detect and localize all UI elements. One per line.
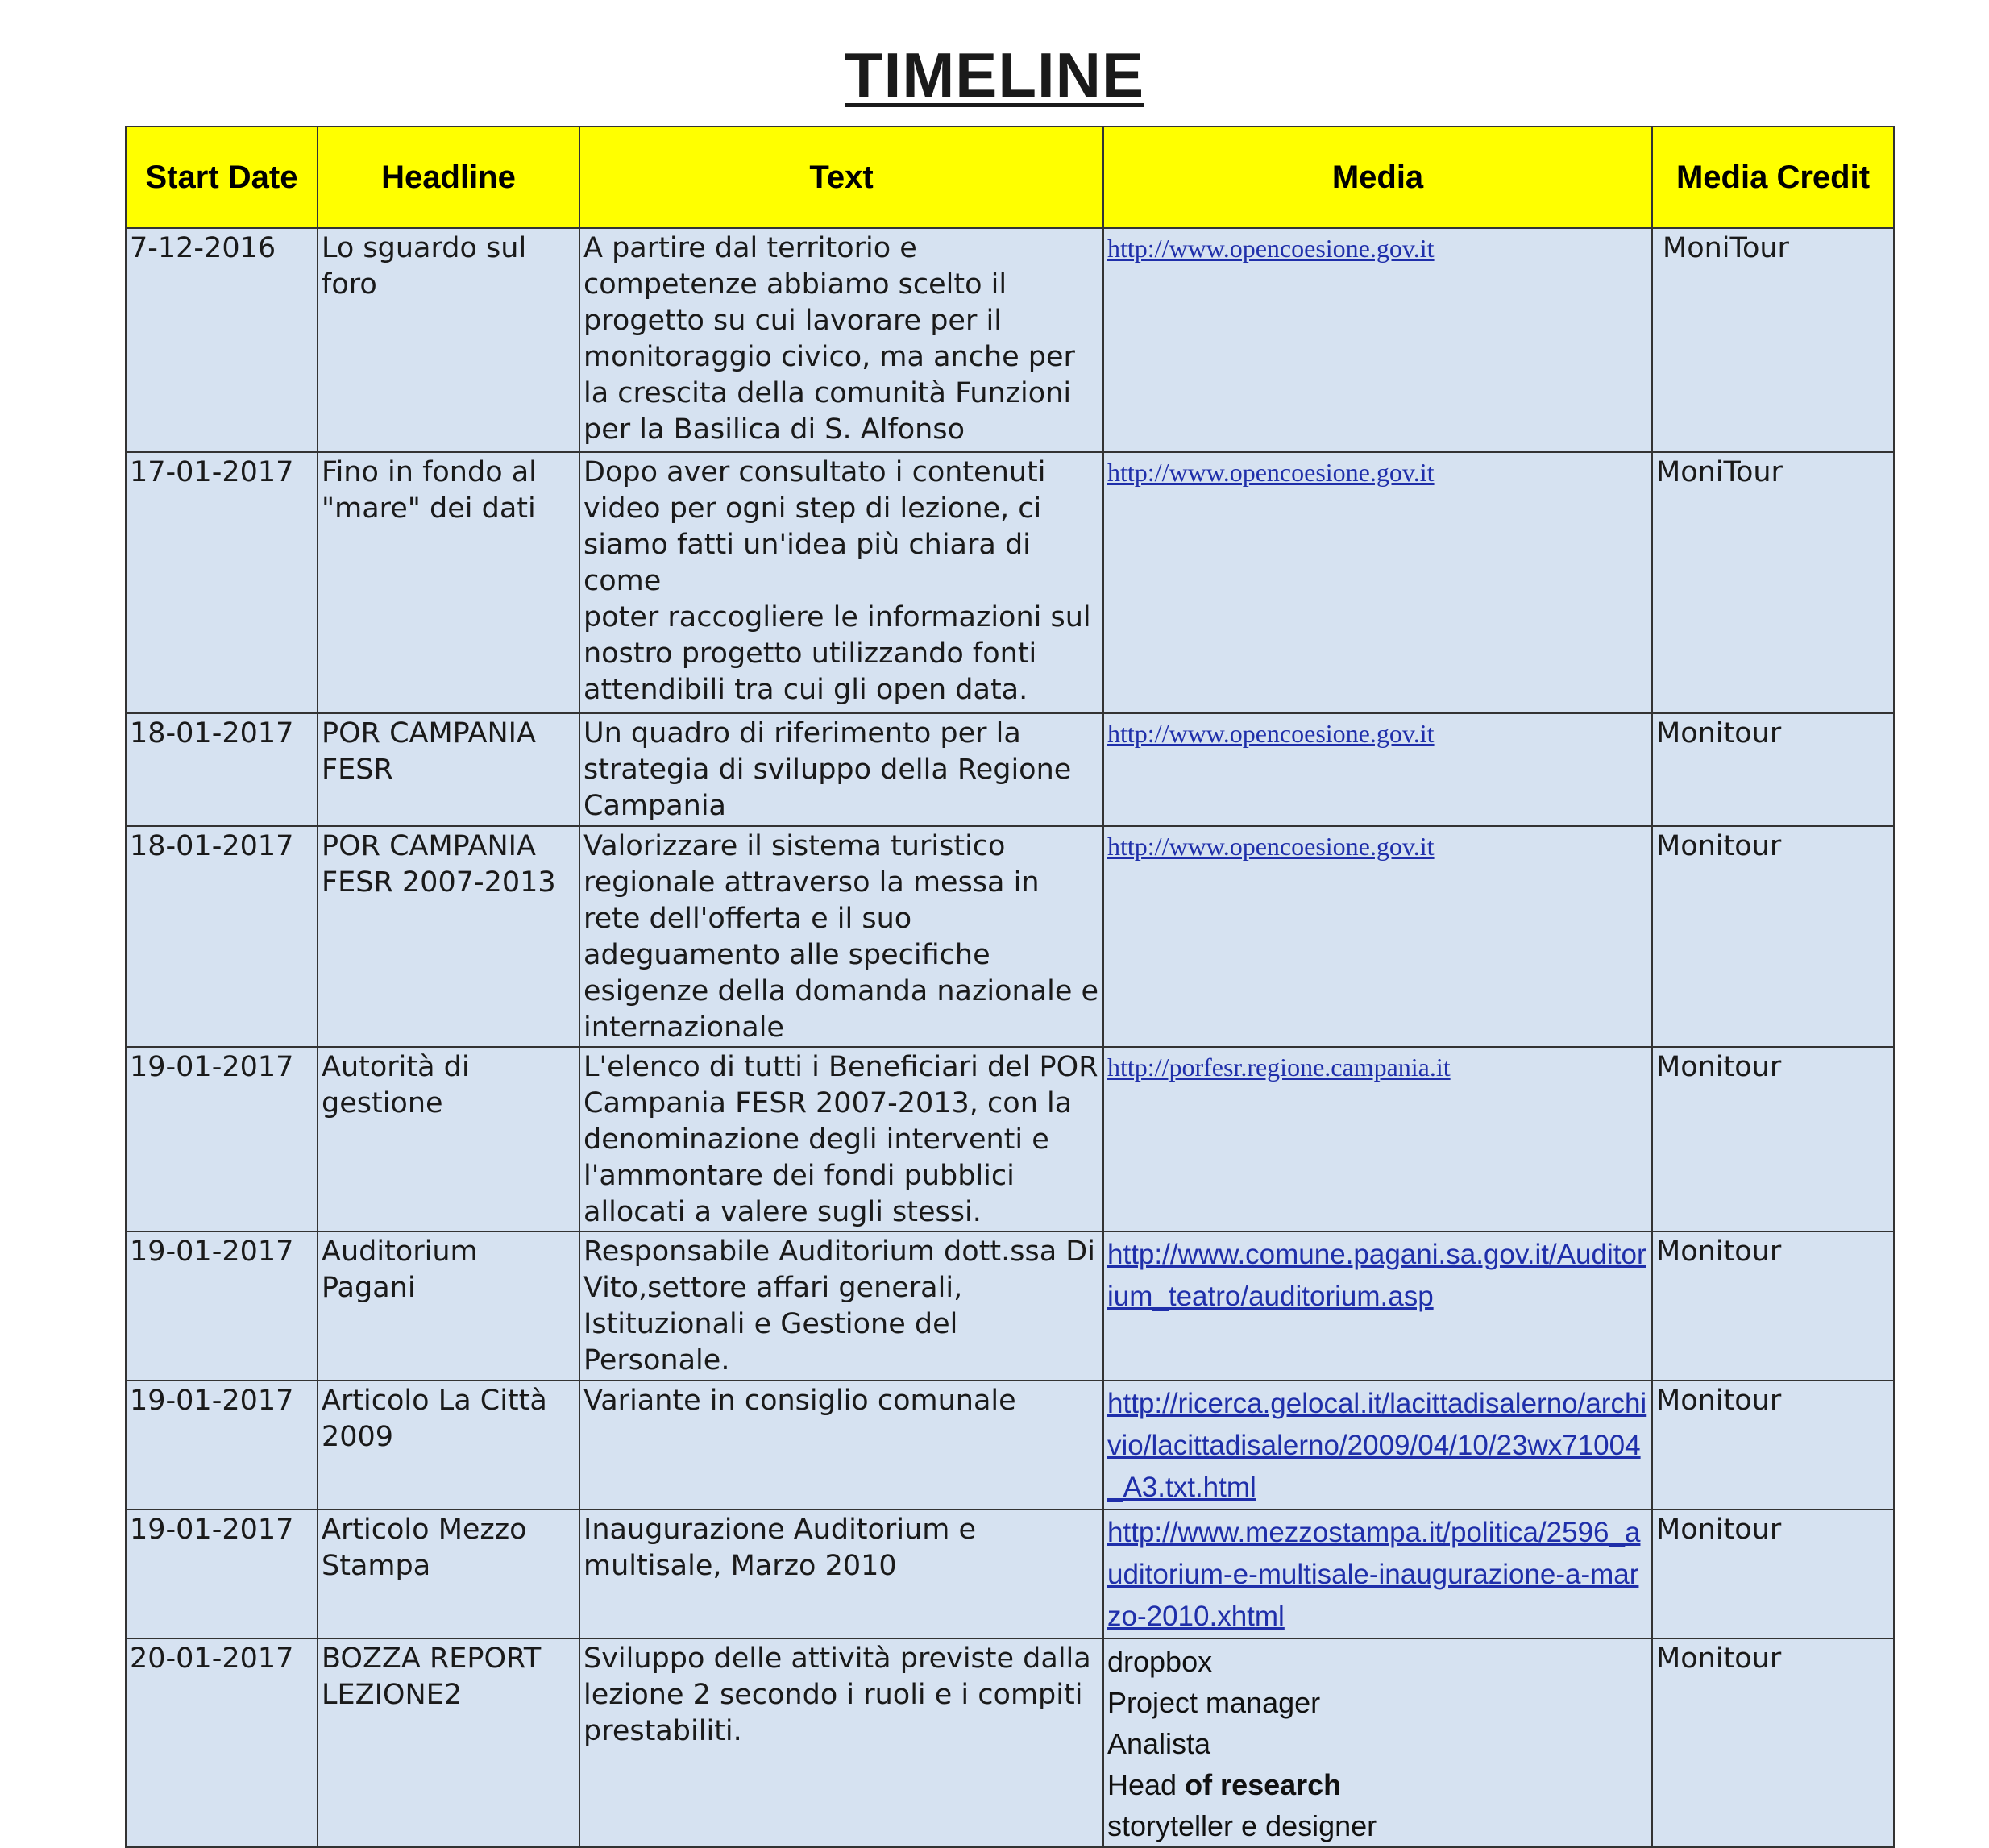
cell-date: 19-01-2017 [126, 1381, 318, 1510]
cell-headline: Lo sguardo sul foro [318, 228, 579, 452]
media-list-item-bold: of research [1185, 1768, 1342, 1801]
cell-text: Valorizzare il sistema turistico regionale attraverso la messa in rete dell'offerta e il suo adeguamento alle specifiche esigenze della domanda nazionale e internazionale [579, 826, 1103, 1047]
cell-headline: BOZZA REPORT LEZIONE2 [318, 1638, 579, 1847]
cell-headline: Fino in fondo al "mare" dei dati [318, 452, 579, 713]
cell-credit: Monitour [1652, 1510, 1894, 1638]
cell-headline: Autorità di gestione [318, 1047, 579, 1231]
cell-headline: Articolo La Città 2009 [318, 1381, 579, 1510]
cell-text: Variante in consiglio comunale [579, 1381, 1103, 1510]
cell-text [579, 452, 1103, 713]
cell-date: 19-01-2017 [126, 1047, 318, 1231]
cell-headline: POR CAMPANIA FESR [318, 713, 579, 826]
header-row [126, 127, 1894, 228]
cell-text: Un quadro di riferimento per la strategia di sviluppo della Regione Campania [579, 713, 1103, 826]
media-list-item: dropbox [1107, 1645, 1213, 1678]
table-row [126, 228, 1894, 452]
cell-credit: Monitour [1652, 826, 1894, 1047]
media-list-item [1107, 1764, 1648, 1805]
cell-date: 19-01-2017 [126, 1231, 318, 1381]
media-list-item-head: Head [1107, 1768, 1177, 1801]
table-row [126, 1638, 1894, 1847]
cell-text-part2: poter raccogliere le informazioni sul nostro progetto utilizzando fonti attendibili tra cui gli open data. [583, 601, 1091, 706]
cell-media [1103, 228, 1652, 452]
cell-media [1103, 1381, 1652, 1510]
table-row [126, 1381, 1894, 1510]
timeline-table [125, 126, 1895, 1848]
header-headline: Headline [318, 127, 579, 228]
media-link[interactable]: http://www.opencoesione.gov.it [1107, 719, 1435, 748]
media-link[interactable]: http://www.opencoesione.gov.it [1107, 458, 1435, 487]
header-start-date: Start Date [126, 127, 318, 228]
cell-headline: Auditorium Pagani [318, 1231, 579, 1381]
cell-text-part1: Dopo aver consultato i contenuti video per ogni step di lezione, ci siamo fatti un'idea più chiara di come [583, 456, 1046, 597]
cell-credit: Monitour [1652, 1047, 1894, 1231]
media-list-item: Project manager [1107, 1686, 1321, 1719]
cell-text: Inaugurazione Auditorium e multisale, Marzo 2010 [579, 1510, 1103, 1638]
page-title-text: TIMELINE [845, 39, 1144, 110]
cell-text: Responsabile Auditorium dott.ssa Di Vito,settore affari generali, Istituzionali e Gestione del Personale. [579, 1231, 1103, 1381]
cell-credit: Monitour [1652, 1231, 1894, 1381]
table-row [126, 452, 1894, 713]
cell-text: A partire dal territorio e competenze abbiamo scelto il progetto su cui lavorare per il monitoraggio civico, ma anche per la crescita della comunità Funzioni per la Basilica di S. Alfonso [579, 228, 1103, 452]
cell-media [1103, 1047, 1652, 1231]
cell-date: 18-01-2017 [126, 713, 318, 826]
media-link[interactable]: http://www.mezzostampa.it/politica/2596_auditorium-e-multisale-inaugurazione-a-marzo-2010.xhtml [1107, 1517, 1641, 1632]
cell-credit: MoniTour [1652, 452, 1894, 713]
cell-date: 17-01-2017 [126, 452, 318, 713]
cell-credit: Monitour [1652, 1638, 1894, 1847]
header-text: Text [579, 127, 1103, 228]
media-link[interactable]: http://porfesr.regione.campania.it [1107, 1053, 1451, 1082]
table-row [126, 713, 1894, 826]
header-media-credit: Media Credit [1652, 127, 1894, 228]
media-link[interactable]: http://ricerca.gelocal.it/lacittadisalerno/archivio/lacittadisalerno/2009/04/10/23wx71004_A3.txt.html [1107, 1388, 1647, 1503]
cell-media [1103, 1510, 1652, 1638]
cell-text: Sviluppo delle attività previste dalla lezione 2 secondo i ruoli e i compiti prestabiliti. [579, 1638, 1103, 1847]
cell-media-list [1103, 1638, 1652, 1847]
cell-credit: Monitour [1652, 713, 1894, 826]
media-link[interactable]: http://www.opencoesione.gov.it [1107, 234, 1435, 263]
header-media: Media [1103, 127, 1652, 228]
cell-date: 7-12-2016 [126, 228, 318, 452]
cell-headline: POR CAMPANIA FESR 2007-2013 [318, 826, 579, 1047]
cell-media [1103, 1231, 1652, 1381]
cell-media [1103, 826, 1652, 1047]
table-row [126, 1231, 1894, 1381]
cell-date: 18-01-2017 [126, 826, 318, 1047]
media-link[interactable]: http://www.opencoesione.gov.it [1107, 832, 1435, 861]
table-row [126, 1510, 1894, 1638]
media-link[interactable]: http://www.comune.pagani.sa.gov.it/Auditorium_teatro/auditorium.asp [1107, 1239, 1646, 1312]
table-row [126, 826, 1894, 1047]
cell-headline: Articolo Mezzo Stampa [318, 1510, 579, 1638]
cell-media [1103, 713, 1652, 826]
cell-date: 20-01-2017 [126, 1638, 318, 1847]
cell-media [1103, 452, 1652, 713]
cell-text: L'elenco di tutti i Beneficiari del POR Campania FESR 2007-2013, con la denominazione degli interventi e l'ammontare dei fondi pubblici allocati a valere sugli stessi. [579, 1047, 1103, 1231]
media-list-item: storyteller e designer [1107, 1809, 1377, 1842]
cell-credit: MoniTour [1652, 228, 1894, 452]
cell-date: 19-01-2017 [126, 1510, 318, 1638]
table-row [126, 1047, 1894, 1231]
media-list-item: Analista [1107, 1727, 1211, 1760]
cell-credit: Monitour [1652, 1381, 1894, 1510]
page-title [0, 39, 1989, 112]
